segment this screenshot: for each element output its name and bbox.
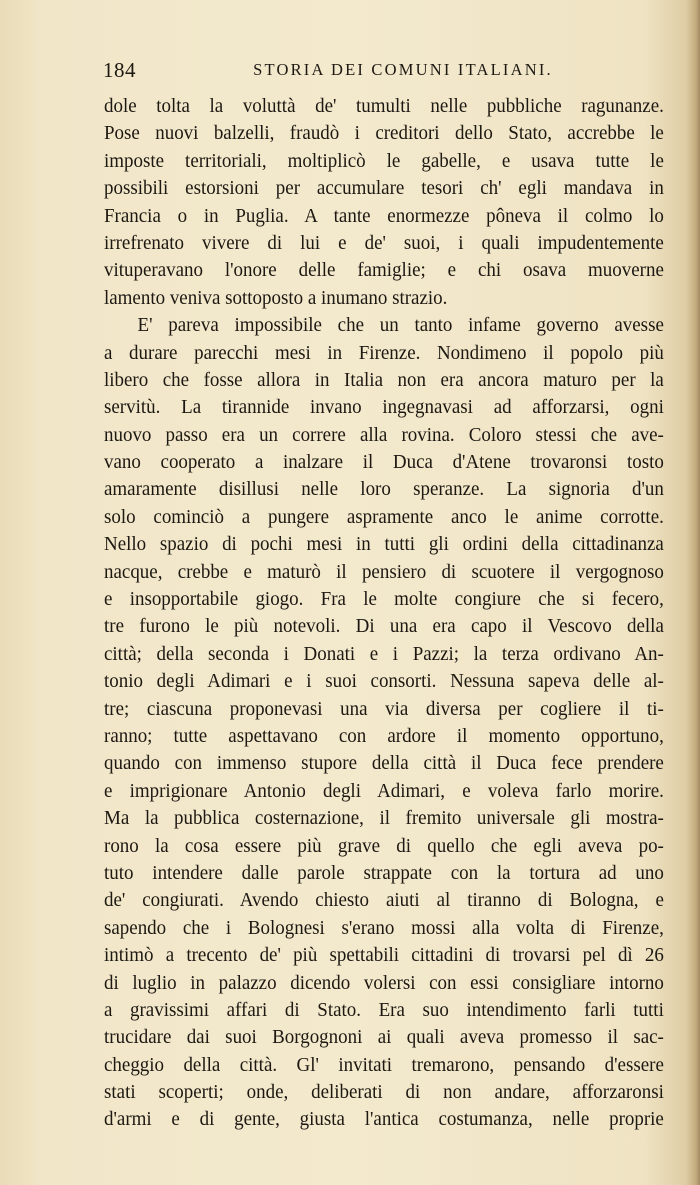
running-title: STORIA DEI COMUNI ITALIANI. [253,60,553,79]
text-line: nuovo passo era un correre alla rovina. Coloro stessi che ave- [104,423,664,446]
text-line: di luglio in palazzo dicendo volersi con essi consigliare intorno [104,971,664,994]
paragraph [104,312,664,1134]
text-line: tuto intendere dalle parole strappate con la tortura ad uno [104,861,664,884]
text-line: libero che fosse allora in Italia non era ancora maturo per la [104,368,664,391]
text-line: e imprigionare Antonio degli Adimari, e voleva farlo morire. [104,779,664,802]
text-line: città; della seconda i Donati e i Pazzi; la terza ordivano An- [104,642,664,665]
text-line: cheggio della città. Gl' invitati tremarono, pensando d'essere [104,1053,664,1076]
text-line: d'armi e di gente, giusta l'antica costumanza, nelle proprie [104,1108,664,1131]
text-line: a gravissimi affari di Stato. Era suo intendimento farli tutti [104,998,664,1021]
page-edge-shadow [686,0,700,1185]
text-line: lamento veniva sottoposto a inumano strazio. [104,286,448,309]
text-line: dole tolta la voluttà de' tumulti nelle pubbliche ragunanze. [104,95,664,117]
text-line: rono la cosa essere più grave di quello che egli aveva po- [104,834,664,857]
text-line: imposte territoriali, moltiplicò le gabelle, e usava tutte le [104,149,664,172]
text-line: possibili estorsioni per accumulare tesori ch' egli mandava in [104,177,664,200]
body-text [104,93,664,1134]
text-line: Ma la pubblica costernazione, il fremito universale gli mostra- [104,807,664,830]
text-line: solo cominciò a pungere aspramente anco le anime corrotte. [104,505,664,528]
paragraphs-container [104,93,664,1134]
text-line: tonio degli Adimari e i suoi consorti. Nessuna sapeva delle al- [104,670,664,693]
text-line: stati scoperti; onde, deliberati di non andare, afforzaronsi [104,1081,664,1104]
text-line: vano cooperato a inalzare il Duca d'Atene trovaronsi tosto [104,451,664,474]
text-line: sapendo che i Bolognesi s'erano mossi alla volta di Firenze, [104,916,664,939]
page-header [103,58,663,84]
text-line: a durare parecchi mesi in Firenze. Nondimeno il popolo più [104,341,664,364]
text-line: irrefrenato vivere di lui e de' suoi, i quali impudentemente [104,231,664,254]
text-line: vituperavano l'onore delle famiglie; e chi osava muoverne [104,259,664,282]
text-line: E' pareva impossibile che un tanto infame governo avesse [137,314,664,337]
text-line: Nello spazio di pochi mesi in tutti gli ordini della cittadinanza [104,533,664,556]
text-line: de' congiurati. Avendo chiesto aiuti al tiranno di Bologna, e [104,889,664,912]
text-line: Pose nuovi balzelli, fraudò i creditori dello Stato, accrebbe le [104,122,664,145]
page-number: 184 [103,58,136,82]
text-line: servitù. La tirannide invano ingegnavasi ad afforzarsi, ogni [104,396,664,419]
text-line: quando con immenso stupore della città il Duca fece prendere [104,752,664,775]
text-line: Francia o in Puglia. A tante enormezze pôneva il colmo lo [104,204,664,227]
text-line: trucidare dai suoi Borgognoni ai quali aveva promesso il sac- [104,1026,664,1049]
text-line: tre furono le più notevoli. Di una era capo il Vescovo della [104,615,664,638]
paragraph [104,93,664,312]
text-line: ranno; tutte aspettavano con ardore il momento opportuno, [104,724,664,747]
text-line: e insopportabile giogo. Fra le molte congiure che si fecero, [104,588,664,611]
text-line: nacque, crebbe e maturò il pensiero di scuotere il vergognoso [104,560,664,583]
text-line: amaramente disillusi nelle loro speranze. La signoria d'un [104,478,664,501]
text-line: intimò a trecento de' più spettabili cittadini di trovarsi pel dì 26 [104,944,664,967]
text-line: tre; ciascuna proponevasi una via diversa per cogliere il ti- [104,697,664,720]
